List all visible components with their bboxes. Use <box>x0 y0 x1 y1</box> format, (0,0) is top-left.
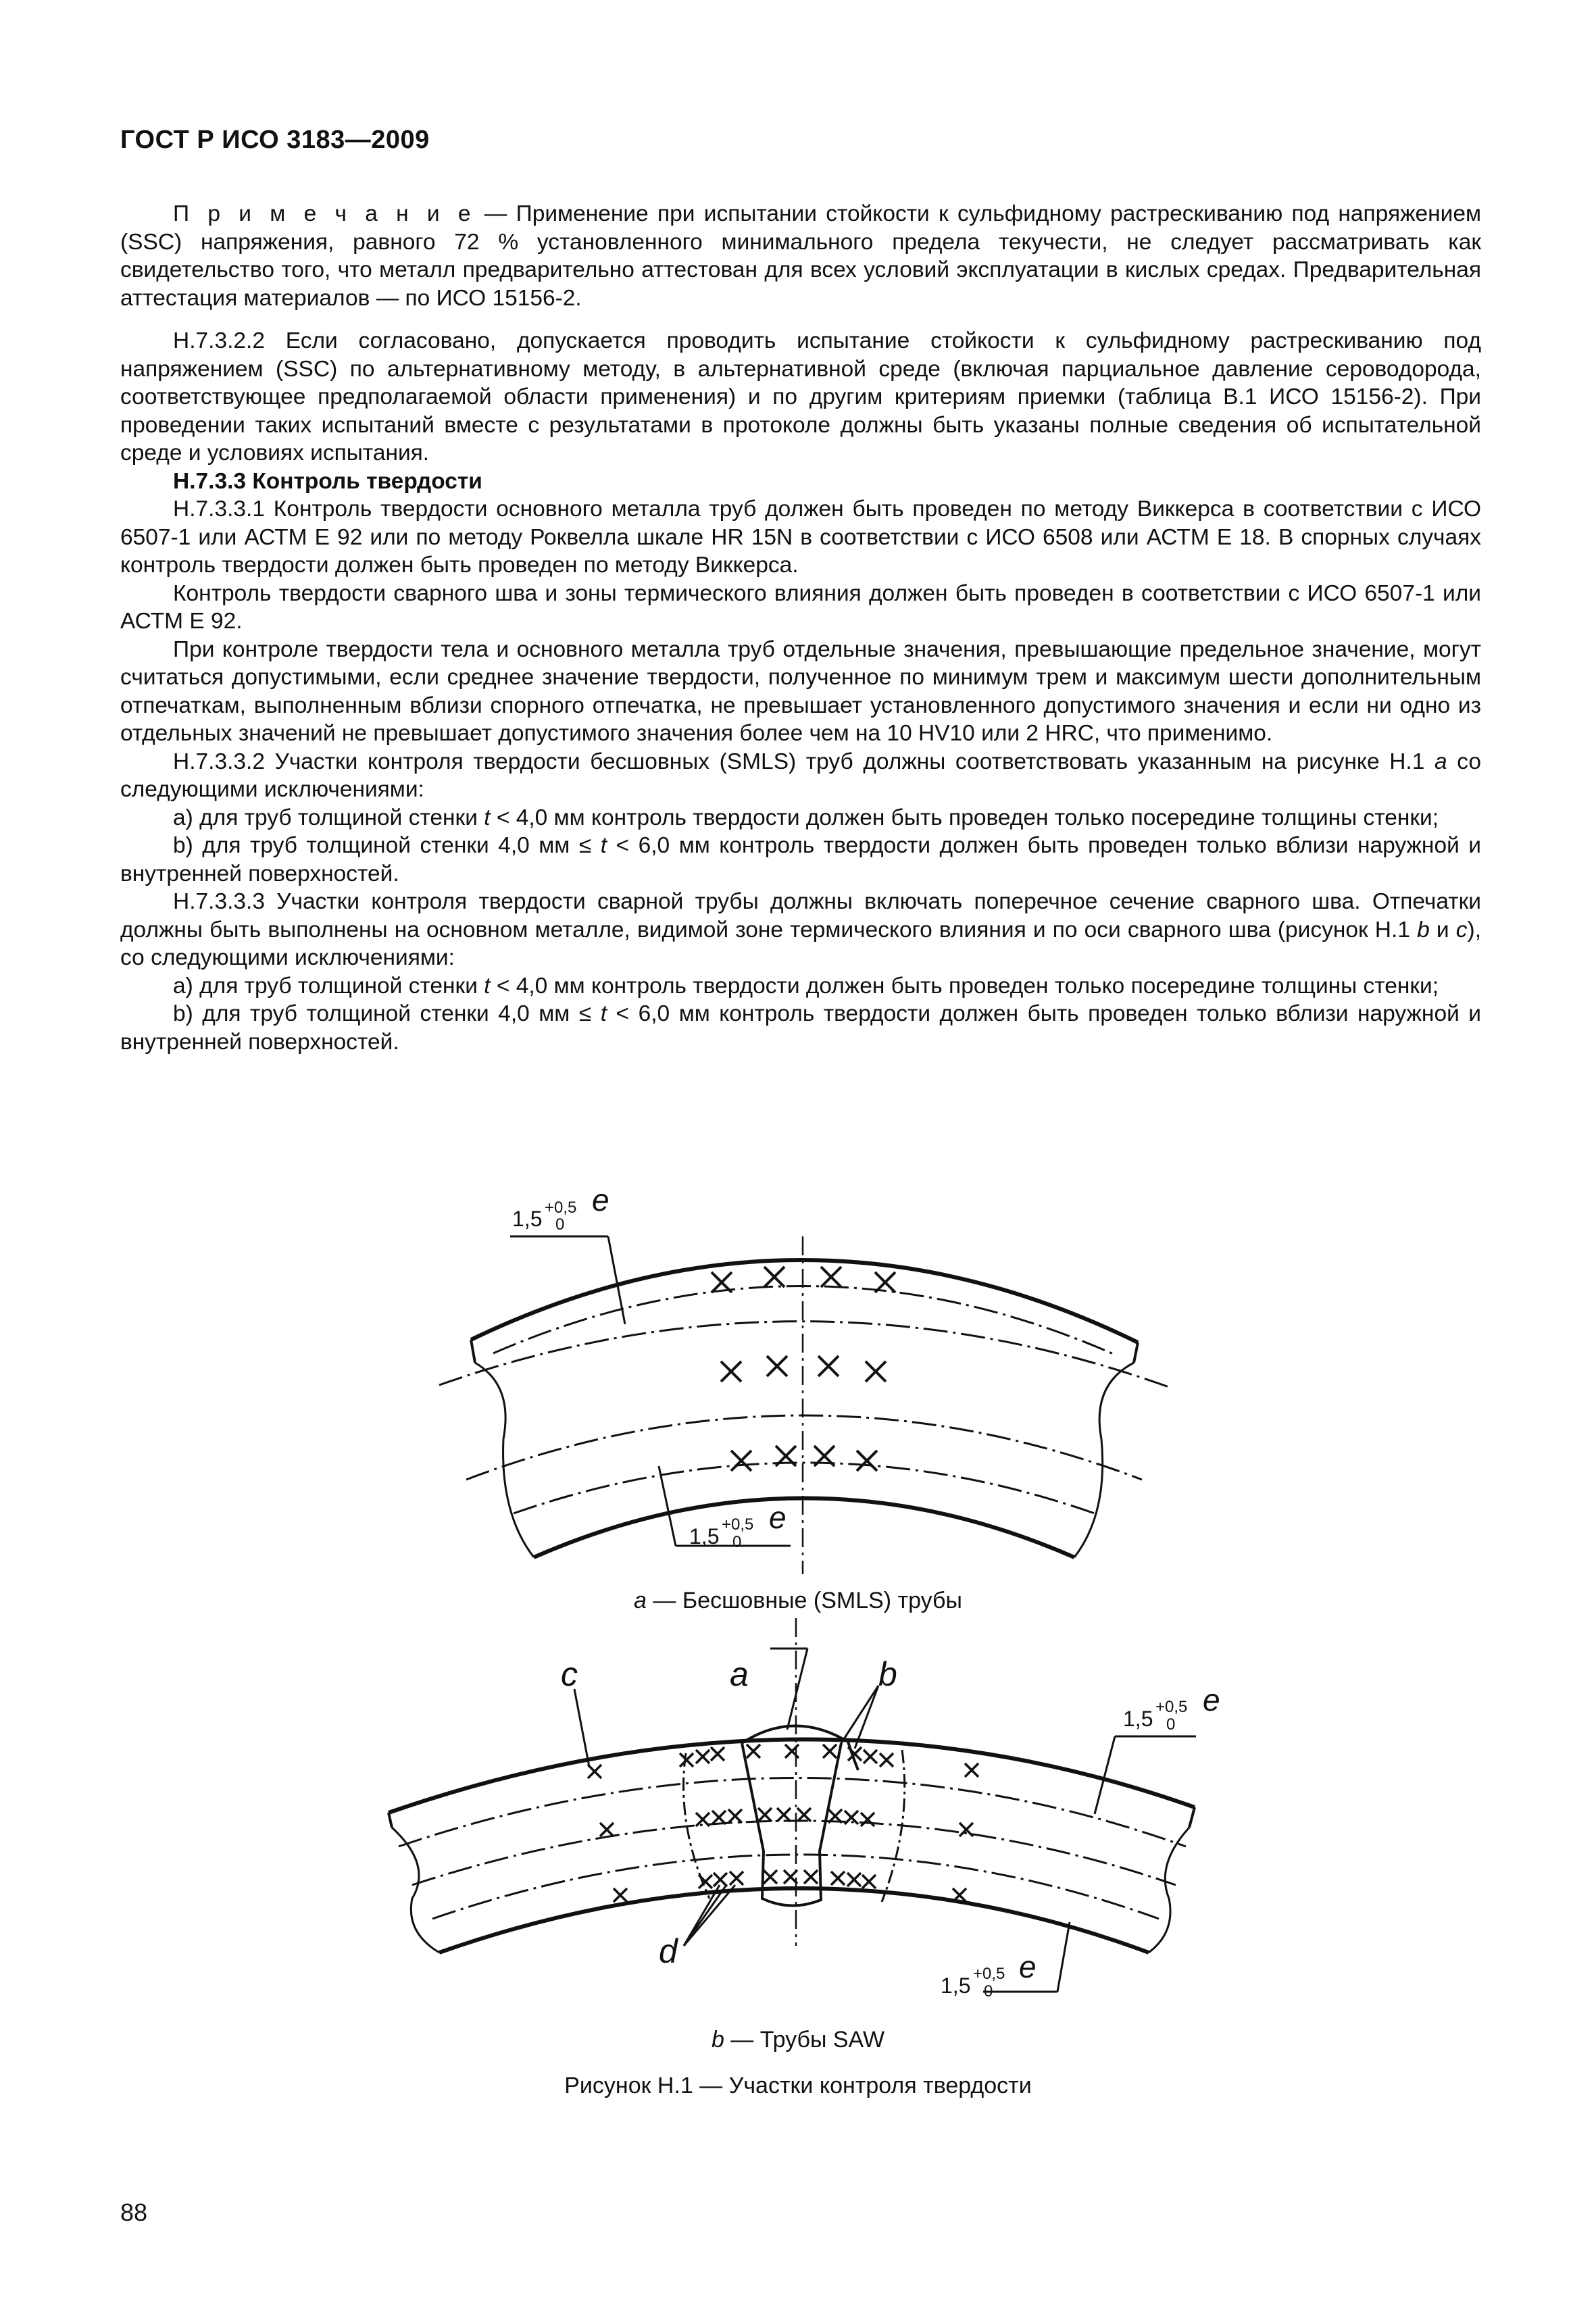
paragraph-h7322: Н.7.3.2.2 Если согласовано, допускается проводить испытание стойкости к сульфидному растрескиванию под напряжением (SSC) по альтернативному методу, в альтернативной среде (включая парциальное давление сероводорода, соответствующее предполагаемой области применения) и по другим критериям приемки (таблица В.1 ИСО 15156-2). При проведении таких испытаний вместе с результатами в протоколе должны быть указаны полные сведения об испытательной среде и условиях испытания. <box>120 328 1481 466</box>
smls-hardness-marks <box>712 1267 895 1471</box>
dimension-tolerance-upper: +0,5 <box>1155 1698 1188 1716</box>
label-e: e <box>1019 1949 1037 1984</box>
figure-ref-a: а <box>1434 749 1447 774</box>
list-item-b-1 <box>120 832 1481 888</box>
note-text: — Применение при испытании стойкости к сульфидному растрескиванию под напряжением (SSC) напряжения, равного 72 % установленного минимального предела текучести, не следует рассматривать как свидетельство того, что металл предварительно аттестован для всех условий эксплуатации в кислых средах. Предварительная аттестация материалов — по ИСО 15156-2. <box>120 201 1481 311</box>
saw-hardness-marks <box>588 1744 978 1902</box>
list-item-text: < 6,0 мм контроль твердости должен быть проведен только вблизи наружной и внутренней поверхностей. <box>120 1001 1481 1055</box>
dimension-tolerance-lower: 0 <box>1166 1715 1176 1734</box>
caption-letter: b <box>711 2027 724 2053</box>
conjunction: и <box>1429 917 1456 942</box>
label-e: e <box>592 1182 609 1217</box>
symbol-t: t <box>600 1001 607 1026</box>
symbol-t: t <box>484 973 491 999</box>
body-text <box>120 200 1481 1056</box>
smls-pipe-section <box>439 1236 1169 1574</box>
caption-text: — Трубы SAW <box>724 2027 885 2053</box>
paragraph-h7333 <box>120 888 1481 972</box>
label-e: e <box>769 1500 787 1535</box>
dimension-base: 1,5 <box>941 1973 971 1998</box>
label-b: b <box>878 1655 897 1693</box>
list-item-text: а) для труб толщиной стенки <box>173 973 484 999</box>
list-item-text: а) для труб толщиной стенки <box>173 805 484 830</box>
list-item-b-2 <box>120 1000 1481 1056</box>
dimension-base: 1,5 <box>1123 1707 1153 1731</box>
paragraph-h7332-text: Н.7.3.3.2 Участки контроля твердости бесшовных (SMLS) труб должны соответствовать указанным на рисунке Н.1 <box>173 749 1435 774</box>
list-item-text: < 4,0 мм контроль твердости должен быть проведен только посередине толщины стенки; <box>490 973 1439 999</box>
list-item-text: < 6,0 мм контроль твердости должен быть проведен только вблизи наружной и внутренней поверхностей. <box>120 833 1481 886</box>
list-item-a-2 <box>120 972 1481 1001</box>
page-number: 88 <box>120 2198 148 2226</box>
figure-b-caption <box>0 2027 1596 2053</box>
paragraph-h7333-tail: ), со следующими исключениями: <box>120 917 1482 970</box>
saw-pipe-section <box>389 1618 1196 1992</box>
dimension-tolerance-upper: +0,5 <box>545 1199 577 1217</box>
label-e: e <box>1203 1682 1220 1717</box>
paragraph-body-hardness: При контроле твердости тела и основного металла труб отдельные значения, превышающие предельное значение, могут считаться допустимыми, если среднее значение твердости, полученное по минимум трем и максимум шести дополнительным отпечаткам, выполненным вблизи спорного отпечатка, не превышает установленного допустимого значения и если ни одно из отдельных значений не превышает допустимого значения более чем на 10 HV10 или 2 HRC, что применимо. <box>120 636 1481 746</box>
dimension-tolerance-upper: +0,5 <box>722 1515 754 1534</box>
paragraph-h7332-tail: со следующими исключениями: <box>120 749 1481 802</box>
saw-labels <box>561 1655 1220 2001</box>
list-item-a-1 <box>120 804 1481 832</box>
dimension-tolerance-lower: 0 <box>984 1982 993 2001</box>
dimension-label-outer <box>512 1182 609 1234</box>
dimension-tolerance-lower: 0 <box>732 1533 742 1551</box>
document-header: ГОСТ Р ИСО 3183—2009 <box>120 126 430 154</box>
label-d: d <box>659 1932 678 1970</box>
figure-a-caption <box>0 1588 1596 1614</box>
note-paragraph <box>120 200 1481 312</box>
dimension-label-inner <box>689 1500 787 1551</box>
note-label: П р и м е ч а н и е <box>173 201 476 226</box>
paragraph-h7333-text: Н.7.3.3.3 Участки контроля твердости сварной трубы должны включать поперечное сечение сварного шва. Отпечатки должны быть выполнены на основном металле, видимой зоне термического влияния и по оси сварного шва (рисунок Н.1 <box>120 889 1481 942</box>
figure-ref-b: b <box>1417 917 1430 942</box>
symbol-t: t <box>484 805 491 830</box>
label-c: c <box>561 1655 578 1693</box>
figure-title: Рисунок Н.1 — Участки контроля твердости <box>564 2073 1032 2098</box>
caption-text: — Бесшовные (SMLS) трубы <box>646 1588 962 1613</box>
dimension-base: 1,5 <box>689 1524 720 1549</box>
paragraph-weld-hardness: Контроль твердости сварного шва и зоны термического влияния должен быть проведен в соответствии с ИСО 6507-1 или АСТМ Е 92. <box>120 580 1481 634</box>
caption-letter: a <box>634 1588 647 1613</box>
dimension-tolerance-upper: +0,5 <box>973 1965 1005 1983</box>
list-item-text: b) для труб толщиной стенки 4,0 мм ≤ <box>173 833 601 858</box>
label-a: a <box>730 1655 749 1693</box>
paragraph-h7332 <box>120 748 1481 804</box>
dimension-tolerance-lower: 0 <box>555 1215 565 1234</box>
section-heading-h733: Н.7.3.3 Контроль твердости <box>173 468 482 494</box>
paragraph-h7331: Н.7.3.3.1 Контроль твердости основного металла труб должен быть проведен по методу Виккерса в соответствии с ИСО 6507-1 или АСТМ Е 92 или по методу Роквелла шкале HR 15N в соответствии с ИСО 6508 или АСТМ Е 18. В спорных случаях контроль твердости должен быть проведен по методу Виккерса. <box>120 497 1481 578</box>
list-item-text: b) для труб толщиной стенки 4,0 мм ≤ <box>173 1001 601 1026</box>
dimension-base: 1,5 <box>512 1207 543 1231</box>
figure-ref-c: c <box>1455 917 1468 942</box>
symbol-t: t <box>600 833 607 858</box>
list-item-text: < 4,0 мм контроль твердости должен быть проведен только посередине толщины стенки; <box>490 805 1439 830</box>
